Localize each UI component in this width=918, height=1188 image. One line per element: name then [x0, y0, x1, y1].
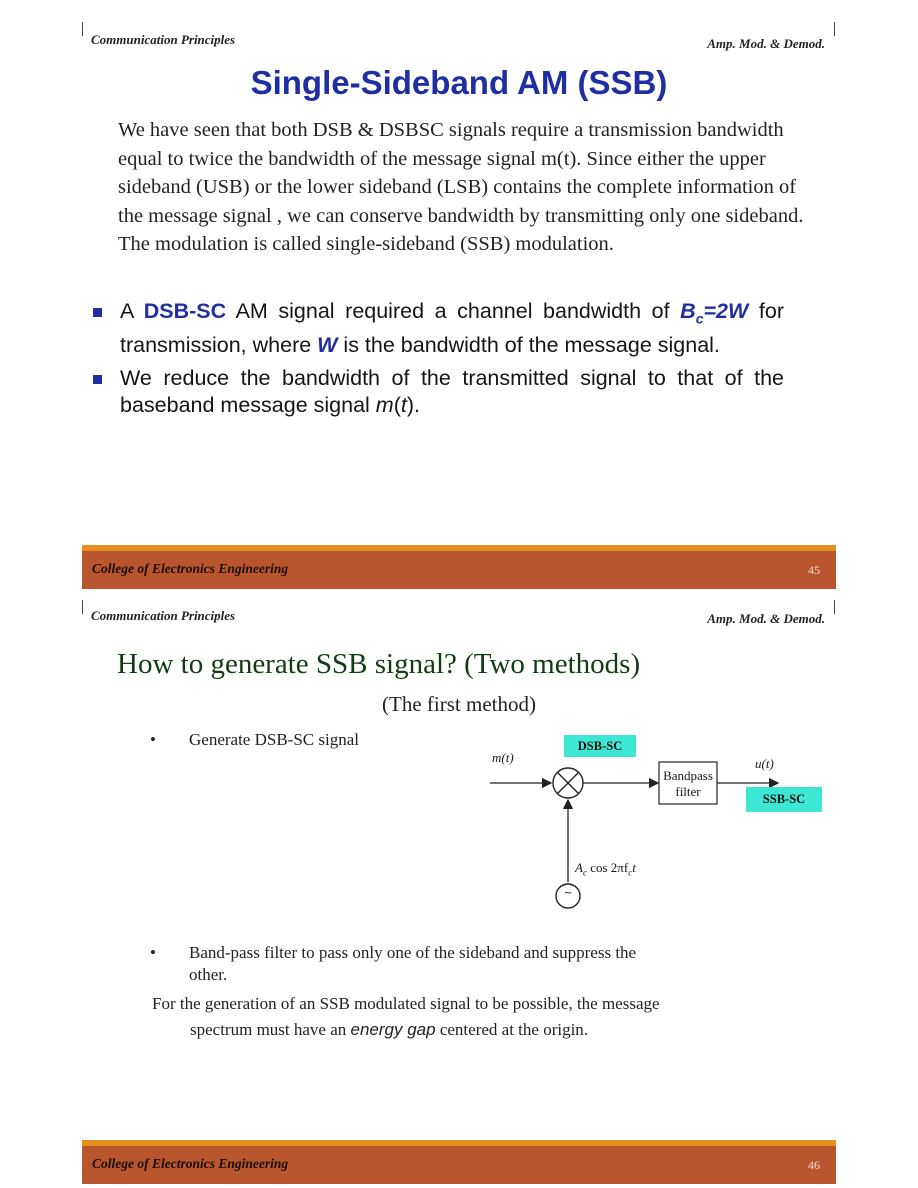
bullet-text: A: [120, 299, 144, 323]
header-chapter-title: Amp. Mod. & Demod.: [707, 611, 825, 626]
bullet-text: is the bandwidth of the message signal.: [337, 333, 720, 358]
paren: ).: [406, 393, 421, 418]
bc-subscript: c: [695, 310, 704, 327]
energy-gap-note: [152, 991, 812, 1043]
slide-45: [0, 0, 918, 592]
header-divider-right: [834, 600, 835, 614]
square-bullet-icon: [93, 375, 102, 384]
w-symbol: W: [317, 333, 338, 358]
filter-label-line1: Bandpass: [663, 768, 713, 783]
note-text: centered at the origin.: [435, 1020, 589, 1039]
bullet-text: We reduce the bandwidth of the transmitted signal to that of the baseband message signal: [120, 366, 784, 418]
header-divider-right: [834, 22, 835, 36]
bullet-text: for transmission, where: [120, 299, 784, 358]
footer-college-name: College of Electronics Engineering: [92, 1156, 289, 1171]
footer-college-name: College of Electronics Engineering: [92, 561, 289, 576]
slide-title: How to generate SSB signal? (Two methods): [117, 648, 641, 680]
ssbsc-tag: SSB-SC: [746, 787, 822, 812]
m-symbol: m: [375, 393, 394, 418]
square-bullet-icon: [93, 308, 102, 317]
oscillator-symbol: ~: [564, 885, 572, 900]
t-symbol: t: [400, 393, 407, 418]
page-number: 45: [808, 563, 820, 577]
bullet-item-reduce-bandwidth: [92, 365, 784, 419]
header-course-title: Communication Principles: [91, 32, 236, 47]
filter-label-line2: filter: [675, 784, 701, 799]
carrier-label: [575, 860, 636, 878]
bullet-dot-icon: •: [150, 730, 156, 749]
bandpass-filter-label: [659, 768, 717, 800]
bc-symbol: B: [680, 299, 696, 323]
ssb-block-diagram: [478, 728, 838, 923]
multiplier-icon: [553, 768, 583, 798]
bullet-text-line2: other.: [189, 965, 228, 984]
bullet-text-line1: Band-pass filter to pass only one of the sideband and suppress the: [189, 943, 637, 962]
slide-title: Single-Sideband AM (SSB): [250, 64, 668, 101]
footer-bar: [82, 545, 836, 589]
bullet-list: [92, 298, 784, 425]
carrier-amplitude: A: [575, 860, 583, 875]
bc-equation: =2W: [703, 299, 749, 323]
input-label: m(t): [492, 750, 514, 765]
note-line1: For the generation of an SSB modulated signal to be possible, the message: [152, 994, 660, 1013]
page-number: 46: [808, 1158, 820, 1172]
paren: (: [393, 393, 401, 418]
intro-paragraph: We have seen that both DSB & DSBSC signals require a transmission bandwidth equal to twice the bandwidth of the message signal m(t). Since either the upper sideband (USB) or the lower sideband (LSB) contains the complete information of the message signal , we can conserve bandwidth by transmitting only one sideband. The modulation is called single-sideband (SSB) modulation.: [118, 119, 804, 255]
dsbsc-term: DSB-SC: [143, 299, 227, 323]
bullet-text: Generate DSB-SC signal: [189, 730, 359, 749]
slide-subtitle: (The first method): [382, 692, 536, 716]
header-divider-left: [82, 22, 83, 36]
header-chapter-title: Amp. Mod. & Demod.: [707, 36, 825, 51]
bullet-text: AM signal required a channel bandwidth of: [226, 299, 681, 323]
bullet-item-dsbsc-bandwidth: [92, 298, 784, 359]
note-line2: [152, 1017, 812, 1043]
footer-bar: [82, 1140, 836, 1184]
diagram-svg: [478, 728, 838, 918]
carrier-cos: cos 2πf: [586, 860, 629, 875]
output-label: u(t): [755, 756, 774, 771]
carrier-t: t: [632, 860, 636, 875]
slide-46: [0, 596, 918, 1188]
energy-gap-term: energy gap: [350, 1020, 436, 1039]
note-text: spectrum must have an: [190, 1020, 351, 1039]
header-divider-left: [82, 600, 83, 614]
carrier-sub: c: [582, 867, 587, 878]
header-course-title: Communication Principles: [91, 608, 236, 623]
carrier-fc-sub: c: [628, 867, 633, 878]
dsbsc-tag: DSB-SC: [564, 735, 636, 757]
bullet-dot-icon: •: [150, 943, 156, 962]
